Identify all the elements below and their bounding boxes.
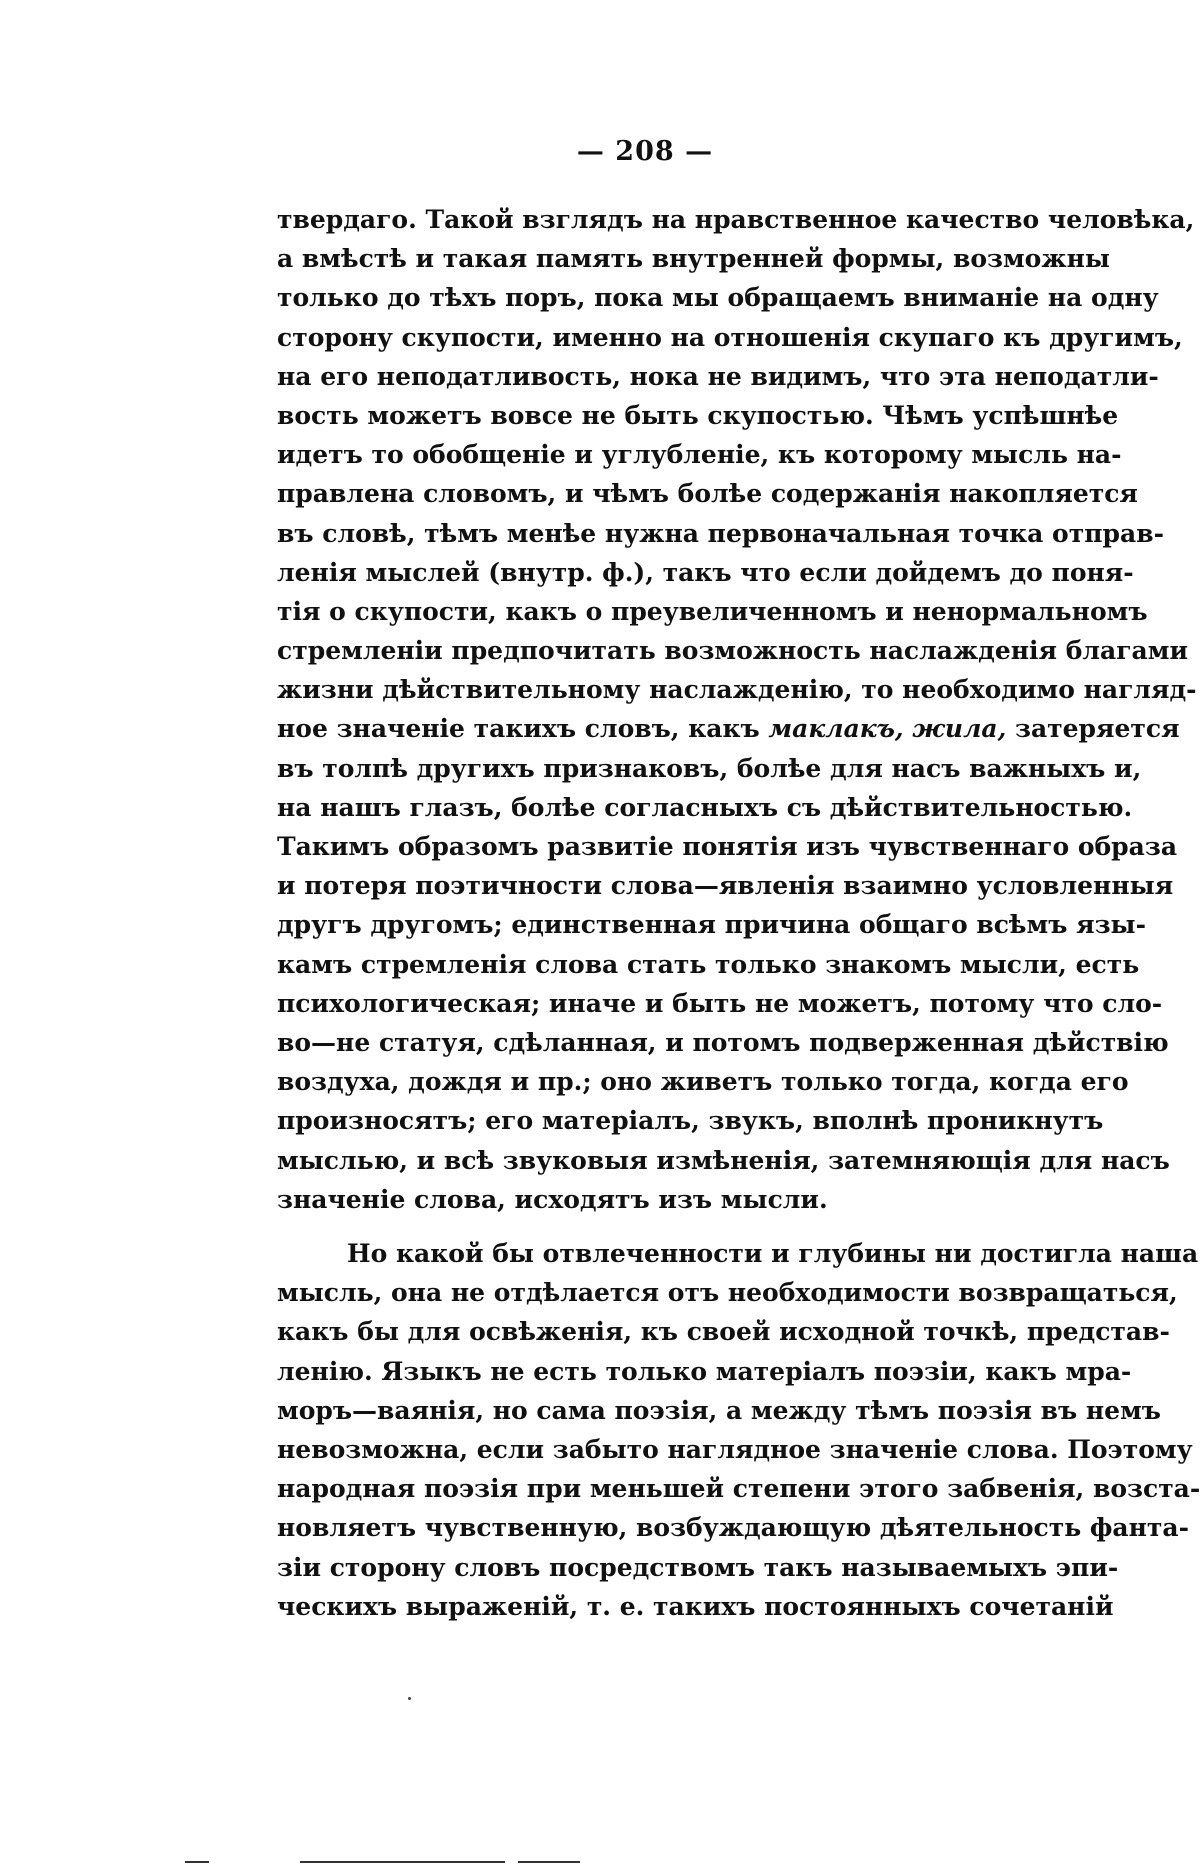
bottom-rule-fragment	[518, 1861, 580, 1863]
text-line: психологическая; иначе и быть не можетъ, потому что сло-	[277, 988, 1163, 1018]
text-line: сторону скупости, именно на отношенія скупаго къ другимъ,	[277, 322, 1183, 352]
page-number: — 208 —	[576, 136, 714, 167]
text-line: мысль, она не отдѣлается отъ необходимости возвращаться,	[277, 1278, 1178, 1308]
text-line: значеніе слова, исходятъ изъ мысли.	[277, 1184, 828, 1214]
text-line: жизни дѣйствительному наслажденію, то необходимо нагляд-	[277, 675, 1197, 705]
text-line: правлена словомъ, и чѣмъ болѣе содержанія накопляется	[277, 479, 1138, 509]
paragraph-2	[277, 1234, 1200, 1626]
text-line: народная поэзія при меньшей степени этого забвенія, возста-	[277, 1474, 1200, 1504]
text-line: Такимъ образомъ развитіе понятія изъ чувственнаго образа	[277, 832, 1178, 861]
text-line: произносятъ; его матеріалъ, звукъ, вполнѣ проникнутъ	[277, 1106, 1104, 1136]
text-run: затеряется	[1006, 714, 1180, 744]
text-line	[277, 709, 1180, 748]
text-line: твердаго. Такой взглядъ на нравственное качество человѣка,	[277, 205, 1195, 234]
text-line: стремленіи предпочитать возможность наслажденія благами	[277, 636, 1188, 666]
text-line: камъ стремленія слова стать только знакомъ мысли, есть	[277, 949, 1140, 979]
text-line: тія о скупости, какъ о преувеличенномъ и ненормальномъ	[277, 596, 1148, 626]
text-line: ческихъ выраженій, т. е. такихъ постоянныхъ сочетаній	[277, 1591, 1114, 1621]
ink-speck	[408, 1697, 411, 1700]
text-line: воздуха, дождя и пр.; оно живетъ только тогда, когда его	[277, 1067, 1129, 1097]
bottom-rule	[300, 1861, 505, 1863]
text-line: на его неподатливость, нока не видимъ, что эта неподатли-	[277, 361, 1159, 391]
text-line: вость можетъ вовсе не быть скупостью. Чѣмъ успѣшнѣе	[277, 400, 1119, 430]
text-line: ленію. Языкъ не есть только матеріалъ поэзіи, какъ мра-	[277, 1356, 1132, 1386]
text-line: ленія мыслей (внутр. ф.), такъ что если дойдемъ до поня-	[277, 557, 1134, 587]
text-line: и потеря поэтичности слова—явленія взаимно условленныя	[277, 871, 1174, 901]
text-line: какъ бы для освѣженія, къ своей исходной точкѣ, представ-	[277, 1317, 1170, 1347]
text-line: новляетъ чувственную, возбуждающую дѣятельность фанта-	[277, 1513, 1189, 1543]
text-line: въ словѣ, тѣмъ менѣе нужна первоначальная точка отправ-	[277, 518, 1164, 548]
text-line: во—не статуя, сдѣланная, и потомъ подверженная дѣйствію	[277, 1027, 1169, 1057]
text-line: а вмѣстѣ и такая память внутренней формы, возможны	[277, 244, 1110, 274]
text-line: моръ—ваянія, но сама поэзія, а между тѣмъ поэзія въ немъ	[277, 1395, 1161, 1425]
text-line: мыслью, и всѣ звуковыя измѣненія, затемняющія для насъ	[277, 1145, 1170, 1175]
text-line: зіи сторону словъ посредствомъ такъ называемыхъ эпи-	[277, 1552, 1119, 1582]
paragraph-1	[277, 200, 1197, 1219]
text-line: невозможна, если забыто наглядное значеніе слова. Поэтому	[277, 1434, 1193, 1464]
text-line: только до тѣхъ поръ, пока мы обращаемъ вниманіе на одну	[277, 283, 1159, 313]
text-line: другъ другомъ; единственная причина общаго всѣмъ язы-	[277, 910, 1146, 940]
bottom-rule-fragment	[185, 1861, 209, 1863]
text-line: идетъ то обобщеніе и углубленіе, къ которому мысль на-	[277, 440, 1122, 470]
text-line: на нашъ глазъ, болѣе согласныхъ съ дѣйствительностью.	[277, 792, 1133, 822]
text-run: ное значеніе такихъ словъ, какъ	[277, 714, 769, 744]
text-line: въ толпѣ другихъ признаковъ, болѣе для насъ важныхъ и,	[277, 753, 1142, 783]
text-line: Но какой бы отвлеченности и глубины ни достигла наша	[347, 1239, 1199, 1268]
italic-text-run: маклакъ, жила,	[768, 714, 1007, 744]
